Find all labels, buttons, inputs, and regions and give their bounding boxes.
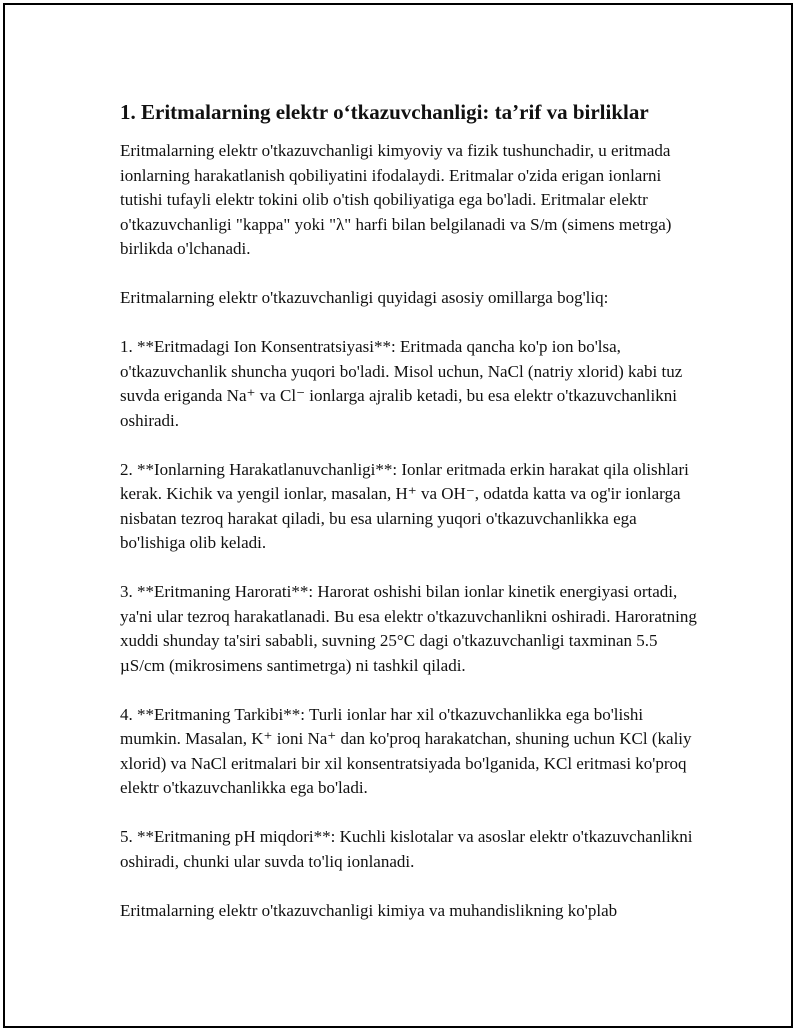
paragraph-factor-4: 4. **Eritmaning Tarkibi**: Turli ionlar har xil o'tkazuvchanlikka ega bo'lishi mumkin. Masalan, K⁺ ioni Na⁺ dan ko'proq harakatchan, shuning uchun KCl (kaliy xlorid) va NaCl eritmalari bir xil konsentratsiyada bo'lganida, KCl eritmasi ko'proq elektr o'tkazuvchanlikka ega bo'ladi. bbox=[120, 704, 692, 797]
document-body bbox=[120, 97, 700, 948]
section-title: 1. Eritmalarning elektr o‘tkazuvchanligi: ta’rif va birliklar bbox=[120, 100, 649, 124]
paragraph-factor-2: 2. **Ionlarning Harakatlanuvchanligi**: Ionlar eritmada erkin harakat qila olishlari kerak. Kichik va yengil ionlar, masalan, H⁺ va OH⁻, odatda katta va og'ir ionlarga nisbatan tezroq harakat qiladi, bu esa ularning yuqori o'tkazuvchanlikka ega bo'lishiga olib keladi. bbox=[120, 459, 689, 552]
document-page bbox=[3, 3, 793, 1028]
paragraph-factor-3: 3. **Eritmaning Harorati**: Harorat oshishi bilan ionlar kinetik energiyasi ortadi, ya'ni ular tezroq harakatlanadi. Bu esa elektr o'tkazuvchanlikni oshiradi. Haroratning xuddi shunday ta'siri sababli, suvning 25°C dagi o'tkazuvchanligi taxminan 5.5 µS/cm (mikrosimens santimetrga) ni tashkil qiladi. bbox=[120, 582, 697, 675]
paragraph-definition: Eritmalarning elektr o'tkazuvchanligi kimyoviy va fizik tushunchadir, u eritmada ionlarning harakatlanish qobiliyatini ifodalaydi. Eritmalar o'zida erigan ionlarni tutishi tufayli elektr tokini olib o'tish qobiliyatiga ega bo'ladi. Eritmalar elektr o'tkazuvchanligi "kappa" yoki "λ" harfi bilan belgilanadi va S/m (simens metrga) birlikda o'lchanadi. bbox=[120, 141, 672, 258]
paragraph-factors-intro: Eritmalarning elektr o'tkazuvchanligi quyidagi asosiy omillarga bog'liq: bbox=[120, 288, 609, 307]
paragraph-factor-1: 1. **Eritmadagi Ion Konsentratsiyasi**: Eritmada qancha ko'p ion bo'lsa, o'tkazuvchanlik shuncha yuqori bo'ladi. Misol uchun, NaCl (natriy xlorid) kabi tuz suvda eriganda Na⁺ va Cl⁻ ionlarga ajralib ketadi, bu esa elektr o'tkazuvchanlikni oshiradi. bbox=[120, 337, 683, 430]
paragraph-conclusion-start: Eritmalarning elektr o'tkazuvchanligi kimiya va muhandislikning ko'plab bbox=[120, 900, 618, 920]
paragraph-factor-5: 5. **Eritmaning pH miqdori**: Kuchli kislotalar va asoslar elektr o'tkazuvchanlikni oshiradi, chunki ular suvda to'liq ionlanadi. bbox=[120, 827, 693, 871]
